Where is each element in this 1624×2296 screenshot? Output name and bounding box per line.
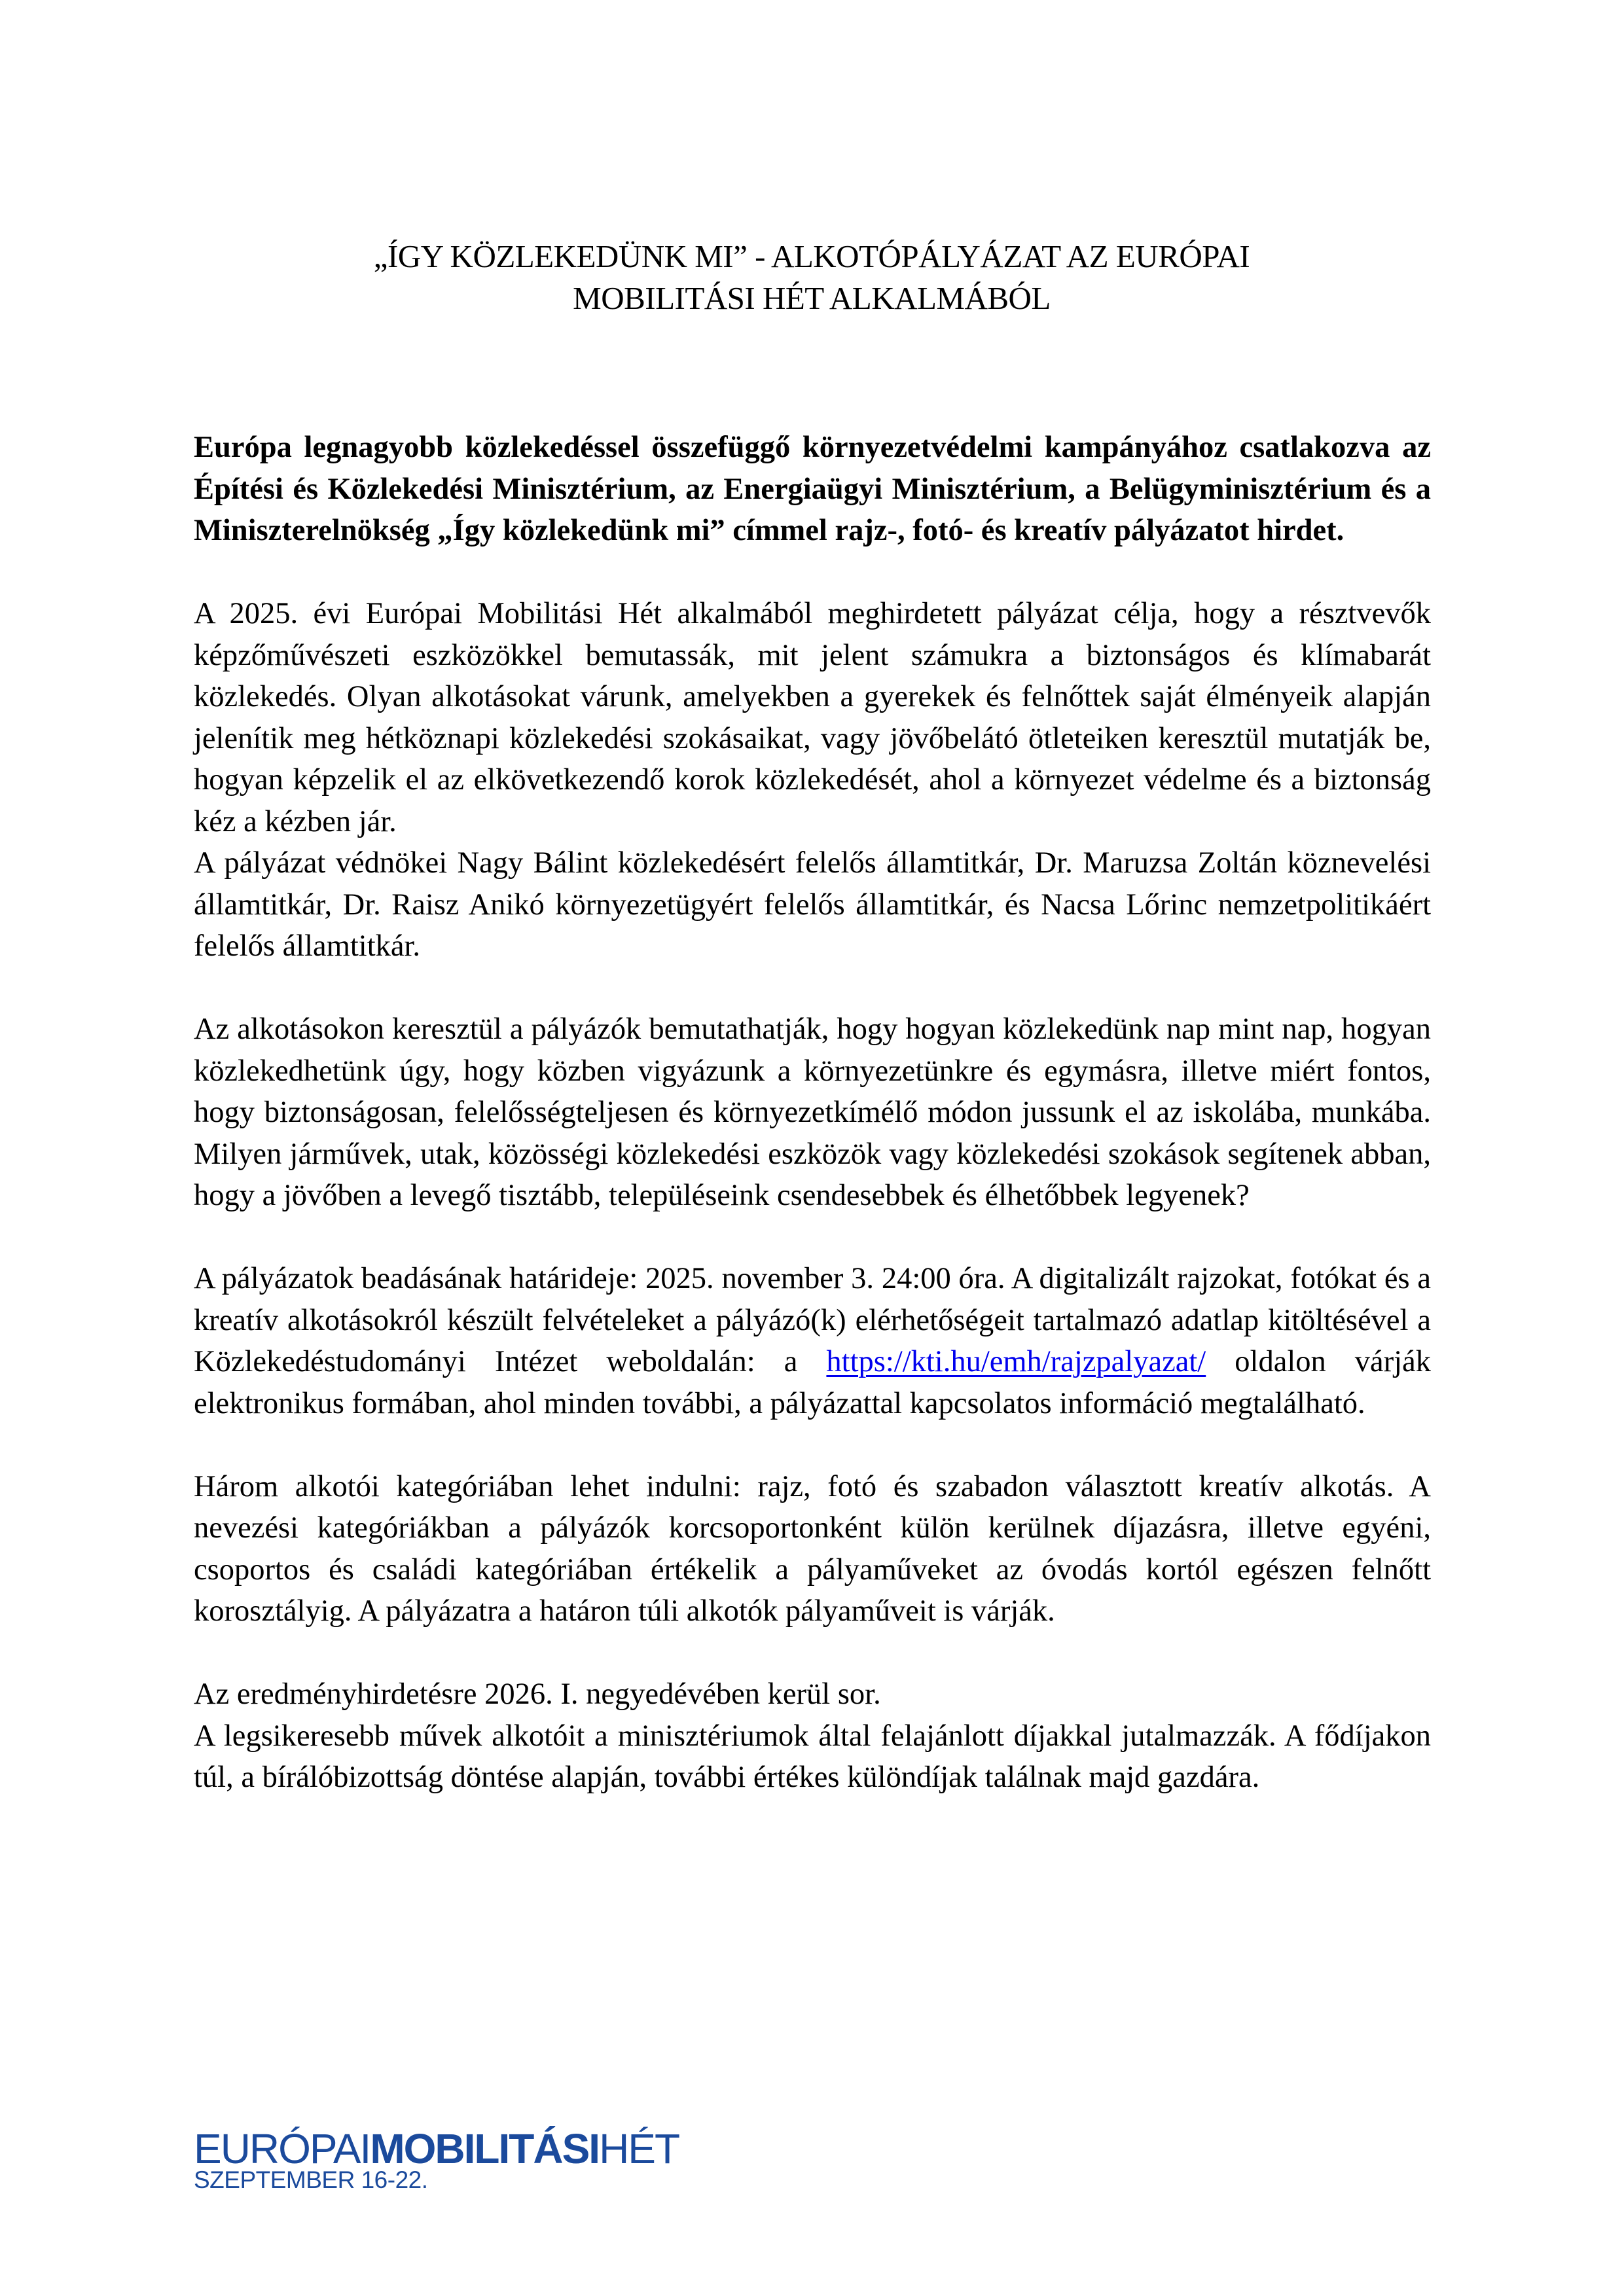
submission-link[interactable]: https://kti.hu/emh/rajzpalyazat/ [826, 1345, 1206, 1378]
deadline-text: A pályázatok beadásának határideje: 2025. november 3. 24:00 óra. A digitalizált rajzokat, fotókat és a kreatív alkotásokról készült felvételeket a pályázó(k) elérhetőségeit tartalmazó adatlap kitöltésével a Közlekedéstudományi Intézet weboldalán: a [194, 1262, 1431, 1378]
paragraph-categories: Három alkotói kategóriában lehet indulni: rajz, fotó és szabadon választott kreatív alkotás. A nevezési kategóriákban a pályázók korcsoportonként külön kerülnek díjazásra, illetve egyéni, csoportos és családi kategóriában értékelik a pályaműveket az óvodás kortól egészen felnőtt korosztályig. A pályázatra a határon túli alkotók pályaműveit is várják. [194, 1469, 1431, 1628]
logo-dates: SZEPTEMBER 16-22. [194, 2166, 428, 2193]
paragraph-patrons: A pályázat védnökei Nagy Bálint közlekedésért felelős államtitkár, Dr. Maruzsa Zoltán köznevelési államtitkár, Dr. Raisz Anikó környezetügyért felelős államtitkár, és Nacsa Lőrinc nemzetpolitikáért felelős államtitkár. [194, 846, 1431, 963]
logo-wordmark [194, 2125, 679, 2172]
document-body [194, 427, 1431, 1799]
paragraph-prizes: A legsikeresebb művek alkotóit a minisztériumok által felajánlott díjakkal jutalmazzák. A fődíjakon túl, a bírálóbizottság döntése alapján, további értékes különdíjak találnak majd gazdára. [194, 1719, 1431, 1794]
paragraph-purpose: A 2025. évi Európai Mobilitási Hét alkalmából meghirdetett pályázat célja, hogy a résztvevők képzőművészeti eszközökkel bemutassák, mit jelent számukra a biztonságos és klímabarát közlekedés. Olyan alkotásokat várunk, amelyekben a gyerekek és felnőttek saját élményeik alapján jelenítik meg hétköznapi közlekedési szokásaikat, vagy jövőbelátó ötleteiken keresztül mutatják be, hogyan képzelik el az elkövetkezendő korok közlekedését, ahol a környezet védelme és a biztonság kéz a kézben jár. [194, 597, 1431, 838]
paragraph-results: Az eredményhirdetésre 2026. I. negyedévében kerül sor. [194, 1677, 881, 1711]
paragraph-spacer [194, 1632, 1431, 1674]
paragraph-spacer [194, 967, 1431, 1009]
european-mobility-week-logo [194, 2125, 679, 2193]
title-line-2: MOBILITÁSI HÉT ALKALMÁBÓL [573, 280, 1051, 316]
deadline-text-continued: oldalon várják elektronikus formában, ahol minden további, a pályázattal kapcsolatos információ megtalálható. [194, 1345, 1431, 1420]
paragraph-themes: Az alkotásokon keresztül a pályázók bemutathatják, hogy hogyan közlekedünk nap mint nap, hogyan közlekedhetünk úgy, hogy közben vigyázunk a környezetünkre és egymásra, illetve miért fontos, hogy biztonságosan, felelősségteljesen és környezetkímélő módon jussunk el az iskolába, munkába. Milyen járművek, utak, közösségi közlekedési eszközök vagy közlekedési szokások segítenek abban, hogy a jövőben a levegő tisztább, településeink csendesebbek és élhetőbbek legyenek? [194, 1013, 1431, 1212]
logo-part-mobilitasi: MOBILITÁSI [370, 2125, 600, 2172]
logo-part-het: HÉT [599, 2125, 679, 2172]
paragraph-spacer [194, 552, 1431, 594]
logo-part-europai: EURÓPAI [194, 2125, 370, 2172]
paragraph-spacer [194, 1217, 1431, 1259]
paragraph-spacer [194, 1424, 1431, 1466]
paragraph-deadline [194, 1258, 1431, 1424]
title-line-1: „ÍGY KÖZLEKEDÜNK MI” - ALKOTÓPÁLYÁZAT AZ EURÓPAI [373, 238, 1250, 274]
lead-paragraph: Európa legnagyobb közlekedéssel összefüggő környezetvédelmi kampányához csatlakozva az Építési és Közlekedési Minisztérium, az Energiaügyi Minisztérium, a Belügyminisztérium és a Miniszterelnökség „Így közlekedünk mi” címmel rajz-, fotó- és kreatív pályázatot hirdet. [194, 431, 1431, 547]
document-title [196, 236, 1427, 319]
